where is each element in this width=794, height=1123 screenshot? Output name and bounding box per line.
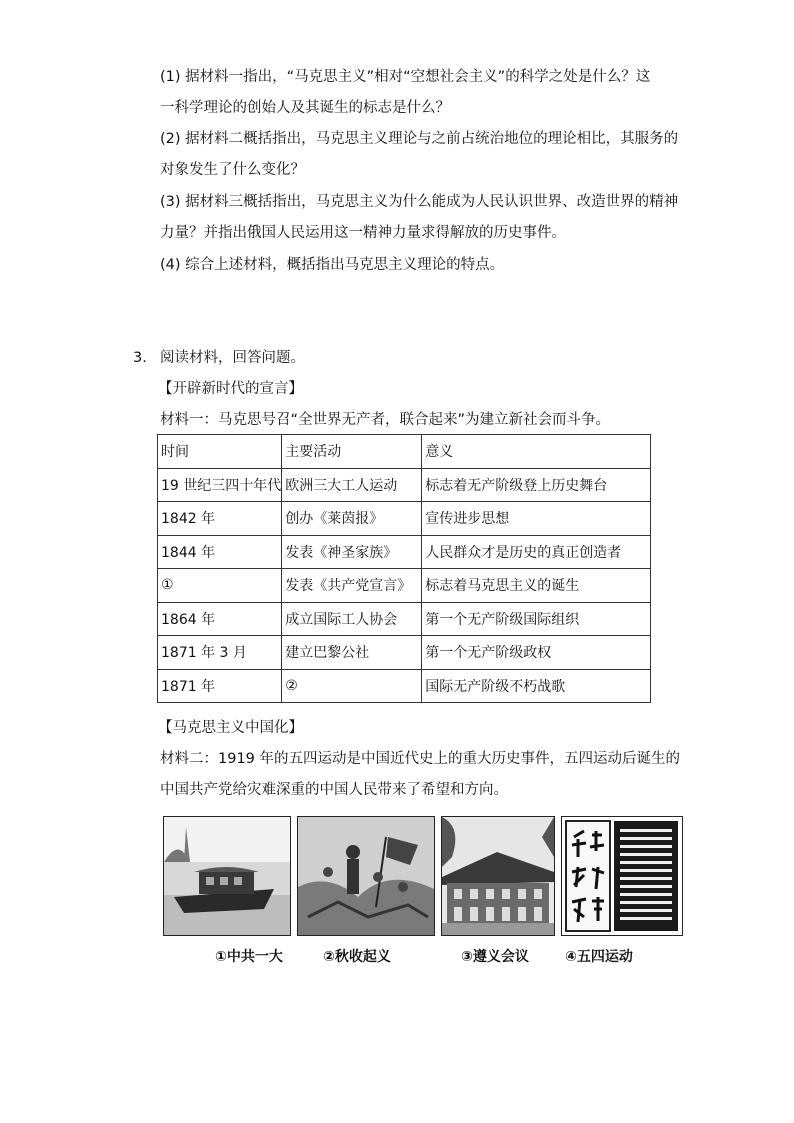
text-line: 力量？并指出俄国人民运用这一精神力量求得解放的历史事件。 xyxy=(160,225,566,241)
table-header-cell: 主要活动 xyxy=(282,435,422,469)
question-1-sub-4 xyxy=(160,250,680,281)
text-line: (2) 据材料二概括指出，马克思主义理论与之前占统治地位的理论相比，其服务的 xyxy=(160,131,679,147)
photo-uprising xyxy=(297,816,435,936)
table-cell: 1842 年 xyxy=(158,502,282,536)
table-cell: 1864 年 xyxy=(158,602,282,636)
table-cell: 欧洲三大工人运动 xyxy=(282,468,422,502)
photo-poster xyxy=(561,816,683,936)
section-title-2: 【马克思主义中国化】 xyxy=(158,720,303,736)
table-cell: 标志着马克思主义的诞生 xyxy=(422,569,651,603)
table-cell: 1871 年 xyxy=(158,669,282,703)
photo-caption: ④五四运动 xyxy=(565,949,633,965)
table-cell: 第一个无产阶级政权 xyxy=(422,636,651,670)
text-line: (1) 据材料一指出，“马克思主义”相对“空想社会主义”的科学之处是什么？这 xyxy=(160,69,651,85)
photo-boat xyxy=(163,816,291,936)
question-1-sub-1 xyxy=(160,62,680,124)
table-row xyxy=(158,669,651,703)
table-row xyxy=(158,502,651,536)
photo-strip xyxy=(163,816,686,976)
text-line: 对象发生了什么变化？ xyxy=(160,162,305,178)
table-cell: 创办《莱茵报》 xyxy=(282,502,422,536)
table-cell: 建立巴黎公社 xyxy=(282,636,422,670)
table-cell: 1871 年 3 月 xyxy=(158,636,282,670)
material-2-line-1: 材料二：1919 年的五四运动是中国近代史上的重大历史事件，五四运动后诞生的 xyxy=(160,751,681,767)
material-1: 材料一：马克思号召“全世界无产者，联合起来”为建立新社会而斗争。 xyxy=(160,412,611,428)
question-number: 3. xyxy=(133,350,147,366)
table-row xyxy=(158,602,651,636)
table-cell: ② xyxy=(282,669,422,703)
table-row xyxy=(158,535,651,569)
table-cell: 人民群众才是历史的真正创造者 xyxy=(422,535,651,569)
table-cell: 19 世纪三四十年代 xyxy=(158,468,282,502)
table-cell: 成立国际工人协会 xyxy=(282,602,422,636)
table-cell: 第一个无产阶级国际组织 xyxy=(422,602,651,636)
history-table xyxy=(157,434,651,703)
table-cell: 国际无产阶级不朽战歌 xyxy=(422,669,651,703)
section-title-1: 【开辟新时代的宣言】 xyxy=(158,381,303,397)
table-cell: 1844 年 xyxy=(158,535,282,569)
photo-caption: ②秋收起义 xyxy=(323,949,391,965)
table-cell: 发表《神圣家族》 xyxy=(282,535,422,569)
photo-caption: ③遵义会议 xyxy=(461,949,529,965)
question-1-sub-3 xyxy=(160,187,680,249)
table-row xyxy=(158,569,651,603)
table-cell: ① xyxy=(158,569,282,603)
photo-building xyxy=(441,816,555,936)
text-line: (3) 据材料三概括指出，马克思主义为什么能成为人民认识世界、改造世界的精神 xyxy=(160,194,679,210)
table-header-row xyxy=(158,435,651,469)
question-1-sub-2 xyxy=(160,124,680,186)
photo-caption: ①中共一大 xyxy=(215,949,283,965)
text-line: (4) 综合上述材料，概括指出马克思主义理论的特点。 xyxy=(160,257,505,273)
text-line: 一科学理论的创始人及其诞生的标志是什么？ xyxy=(160,100,450,116)
material-2-line-2: 中国共产党给灾难深重的中国人民带来了希望和方向。 xyxy=(160,782,508,798)
table-cell: 标志着无产阶级登上历史舞台 xyxy=(422,468,651,502)
table-header-cell: 意义 xyxy=(422,435,651,469)
table-header-cell: 时间 xyxy=(158,435,282,469)
question-prompt: 阅读材料，回答问题。 xyxy=(160,350,305,366)
table-row xyxy=(158,468,651,502)
table-cell: 宣传进步思想 xyxy=(422,502,651,536)
table-row xyxy=(158,636,651,670)
table-cell: 发表《共产党宣言》 xyxy=(282,569,422,603)
